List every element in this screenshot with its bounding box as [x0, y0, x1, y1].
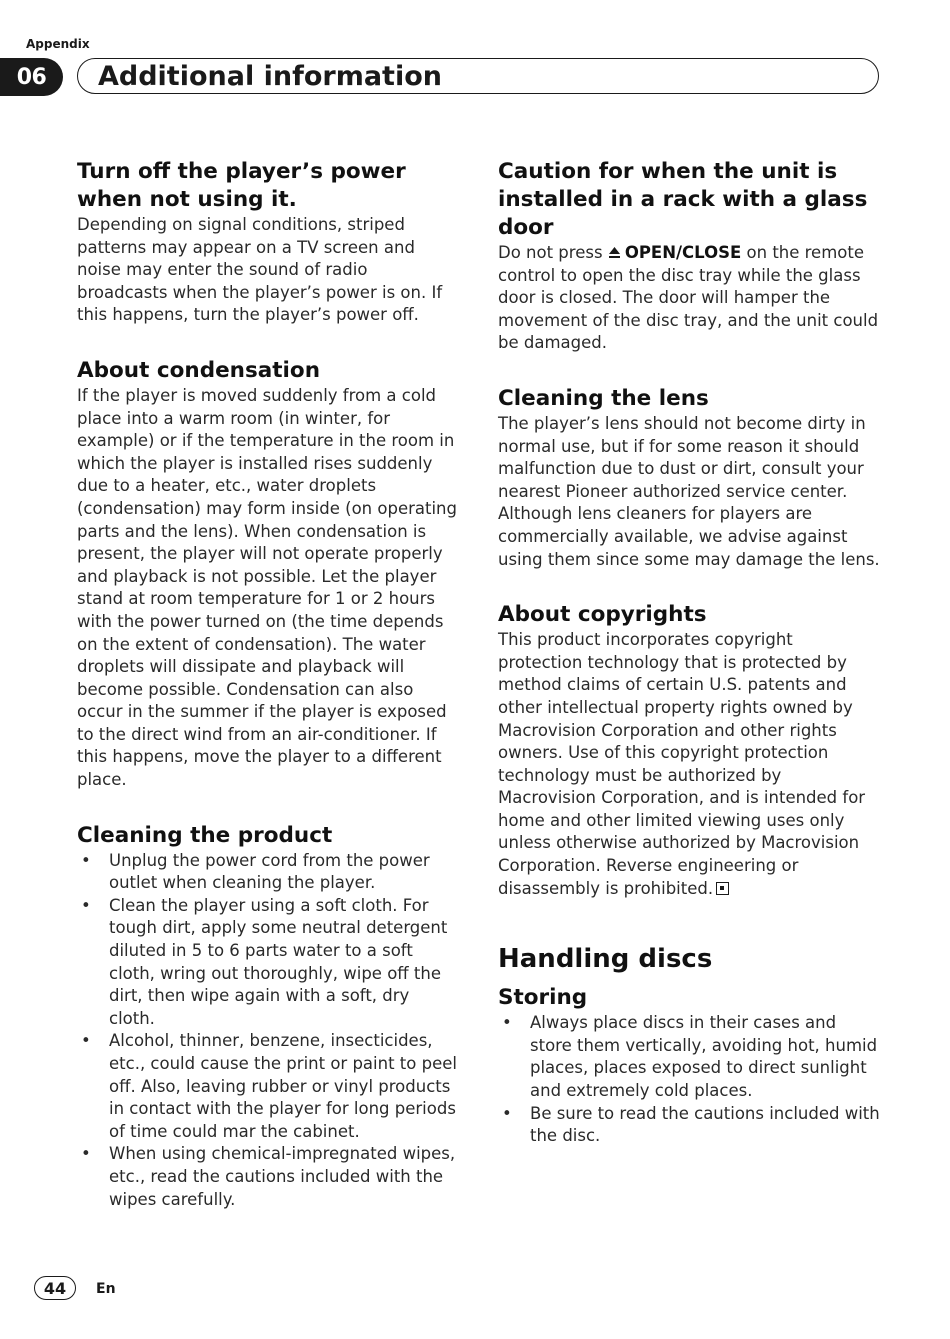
condensation-body: If the player is moved suddenly from a cold place into a warm room (in winter, for example) or if the temperature in the room in which the player is installed rises suddenly due to a heater, etc., water droplets (condensation) may form inside (on operating parts and the lens). When condensation is present, the player will not operate properly and playback is not possible. Let the player stand at room temperature for 1 or 2 hours with the power turned on (the time depends on the extent of condensation). The water droplets will dissipate and playback will become possible. Condensation can also occur in the summer if the player is exposed to the direct wind from an air-conditioner. If this happens, move the player to a different place.: [77, 385, 457, 790]
bullet-icon: •: [81, 1031, 91, 1051]
power-section: [77, 158, 459, 327]
rack-heading: Caution for when the unit is installed in a rack with a glass door: [498, 159, 868, 240]
list-item: • Clean the player using a soft cloth. For tough dirt, apply some neutral detergent diluted in 5 to 6 parts water to a soft cloth, wring out thoroughly, wipe off the dirt, then wipe again with a soft, dry cloth.: [81, 895, 448, 1028]
language-label: En: [96, 1281, 116, 1297]
eject-icon: [608, 246, 621, 259]
copyrights-body: This product incorporates copyright protection technology that is protected by method claims of certain U.S. patents and other intellectual property rights owned by Macrovision Corporation and other rights owners. Use of this copyright protection technology must be authorized by Macrovision Corporation, and is intended for home and other limited viewing uses only unless otherwise authorized by Macrovision Corporation. Reverse engineering or disassembly is prohibited.: [498, 630, 866, 898]
rack-section: [498, 158, 880, 355]
discs-section: [498, 942, 880, 1148]
storing-list: [498, 1012, 880, 1148]
storing-heading: Storing: [498, 985, 588, 1011]
copyrights-section: [498, 601, 880, 900]
bullet-icon: •: [81, 1144, 91, 1164]
right-column: [498, 158, 880, 1178]
bullet-icon: •: [502, 1103, 512, 1123]
rack-body: Do not press OPEN/CLOSE on the remote control to open the disc tray while the glass door is closed. The door will hamper the movement of the disc tray, and the unit could be damaged.: [498, 243, 879, 353]
cleaning-product-section: [77, 822, 459, 1212]
power-body: Depending on signal conditions, striped patterns may appear on a TV screen and noise may enter the sound of radio broadcasts when the player’s power is on. If this happens, turn the player’s power off.: [77, 215, 443, 325]
chapter-title: Additional information: [77, 58, 879, 94]
bullet-icon: •: [502, 1013, 512, 1033]
chapter-number-tab: 06: [0, 58, 63, 96]
list-item: • Be sure to read the cautions included with the disc.: [502, 1103, 880, 1146]
copyrights-heading: About copyrights: [498, 602, 707, 628]
left-column: [77, 158, 459, 1241]
open-close-button-ref: OPEN/CLOSE: [608, 243, 741, 262]
lens-heading: Cleaning the lens: [498, 385, 709, 411]
power-heading: Turn off the player’s power when not using it.: [77, 159, 406, 212]
discs-heading: Handling discs: [498, 944, 713, 975]
condensation-heading: About condensation: [77, 357, 320, 383]
list-item: • When using chemical-impregnated wipes, etc., read the cautions included with the wipes carefully.: [81, 1144, 456, 1209]
condensation-section: [77, 357, 459, 792]
list-item: • Alcohol, thinner, benzene, insecticides, etc., could cause the print or paint to peel off. Also, leaving rubber or vinyl products in contact with the player for long periods of time could mar the cabinet.: [81, 1031, 457, 1141]
bullet-icon: •: [81, 850, 91, 870]
lens-body: The player’s lens should not become dirty in normal use, but if for some reason it should malfunction due to dust or dirt, consult your nearest Pioneer authorized service center. Although lens cleaners for players are commercially available, we advise against using them since some may damage the lens.: [498, 413, 880, 569]
lens-section: [498, 385, 880, 571]
appendix-label: Appendix: [26, 37, 90, 51]
cleaning-product-list: [77, 850, 459, 1212]
list-item: • Always place discs in their cases and store them vertically, avoiding hot, humid places, places exposed to direct sunlight and extremely cold places.: [502, 1013, 878, 1101]
page-number: 44: [34, 1276, 76, 1300]
cleaning-product-heading: Cleaning the product: [77, 822, 333, 848]
bullet-icon: •: [81, 895, 91, 915]
end-mark-icon: [716, 882, 729, 895]
list-item: • Unplug the power cord from the power outlet when cleaning the player.: [81, 850, 430, 893]
